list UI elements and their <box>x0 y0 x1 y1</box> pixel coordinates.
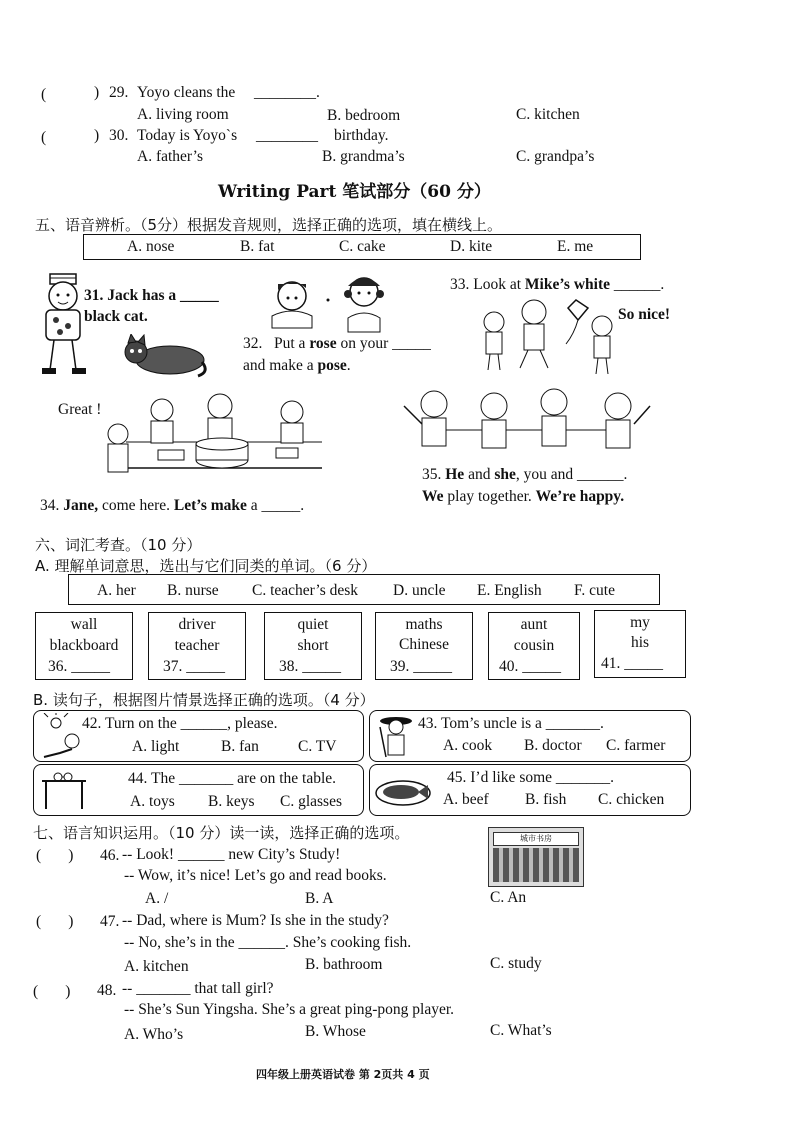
q47-option-c[interactable]: C. study <box>490 955 542 972</box>
word-box-36-w2: blackboard <box>49 637 119 654</box>
s6-option-c: C. teacher’s desk <box>252 582 359 599</box>
q32-line1: 32. Put a rose on your _____ <box>243 335 431 352</box>
word-box-36-w1: wall <box>70 616 98 633</box>
q42-option-a[interactable]: A. light <box>132 738 180 755</box>
word-box-36-answer[interactable]: 36. _____ <box>48 658 110 675</box>
light-switch-icon <box>38 713 84 759</box>
q43-option-a[interactable]: A. cook <box>443 737 493 754</box>
q29-option-a[interactable]: A. living room <box>137 106 229 123</box>
q29-paren-open: ( <box>41 86 47 103</box>
q48-option-a[interactable]: A. Who’s <box>124 1026 184 1043</box>
q43-stem: 43. Tom’s uncle is a _______. <box>418 715 604 732</box>
s6-option-b: B. nurse <box>167 582 219 599</box>
s5-option-d: D. kite <box>450 238 493 255</box>
s5-option-e: E. me <box>557 238 594 255</box>
s6-option-e: E. English <box>477 582 542 599</box>
word-box-39 <box>375 612 473 680</box>
great-text: Great ! <box>58 401 102 418</box>
q46-line2: -- Wow, it’s nice! Let’s go and read books. <box>124 867 387 884</box>
q44-option-b[interactable]: B. keys <box>208 793 255 810</box>
word-box-36 <box>35 612 133 680</box>
cake-making-illustration <box>96 392 328 488</box>
word-box-37-w2: teacher <box>174 637 220 654</box>
section6-heading: 六、词汇考查。（10 分） <box>35 536 202 554</box>
kite-kids-illustration <box>474 294 616 380</box>
q44-option-a[interactable]: A. toys <box>130 793 175 810</box>
q30-paren-open: ( <box>41 129 47 146</box>
q48-option-c[interactable]: C. What’s <box>490 1022 552 1039</box>
q45-option-b[interactable]: B. fish <box>525 791 567 808</box>
word-box-37-answer[interactable]: 37. _____ <box>163 658 225 675</box>
s5-option-b: B. fat <box>240 238 275 255</box>
q47-paren: ( ) <box>36 913 74 930</box>
holding-hands-illustration <box>398 388 656 466</box>
q29-paren-close: ) <box>94 84 100 101</box>
q48-number: 48. <box>97 982 117 999</box>
q43-option-b[interactable]: B. doctor <box>524 737 582 754</box>
section6-partA: A. 理解单词意思，选出与它们同类的单词。（6 分） <box>35 557 377 575</box>
q44-box <box>33 764 364 816</box>
q46-number: 46. <box>100 847 120 864</box>
s5-option-c: C. cake <box>339 238 386 255</box>
writing-part-title: Writing Part 笔试部分（60 分） <box>218 182 491 202</box>
city-study-sign: 城市书房 <box>493 832 579 846</box>
q48-option-b[interactable]: B. Whose <box>305 1023 366 1040</box>
q45-stem: 45. I’d like some _______. <box>447 769 615 786</box>
fish-plate-icon <box>374 775 432 807</box>
q47-option-a[interactable]: A. kitchen <box>124 958 189 975</box>
s5-option-a: A. nose <box>127 238 175 255</box>
q42-option-b[interactable]: B. fan <box>221 738 259 755</box>
s6-option-a: A. her <box>97 582 136 599</box>
word-box-40-answer[interactable]: 40. _____ <box>499 658 561 675</box>
q46-option-a[interactable]: A. / <box>145 890 169 907</box>
q43-box <box>369 710 691 762</box>
q30-paren-close: ) <box>94 127 100 144</box>
word-box-37-w1: driver <box>178 616 216 633</box>
q42-box <box>33 710 364 762</box>
q47-line1: -- Dad, where is Mum? Is she in the study? <box>122 912 389 929</box>
q31-line2: black cat. <box>84 308 148 325</box>
word-box-41 <box>594 610 686 678</box>
q35-line2: We play together. We’re happy. <box>422 488 625 505</box>
q30-option-a[interactable]: A. father’s <box>137 148 203 165</box>
q30-tail: birthday. <box>334 127 389 144</box>
q47-option-b[interactable]: B. bathroom <box>305 956 383 973</box>
q34-text: 34. Jane, come here. Let’s make a _____. <box>40 497 305 514</box>
q46-line1: -- Look! ______ new City’s Study! <box>122 846 341 863</box>
q29-number: 29. <box>109 84 129 101</box>
table-glasses-icon <box>40 769 88 811</box>
q48-line2: -- She’s Sun Yingsha. She’s a great ping-pong player. <box>124 1001 455 1018</box>
word-box-37 <box>148 612 246 680</box>
q48-line1: -- _______ that tall girl? <box>122 980 274 997</box>
section5-options-box <box>83 234 641 260</box>
word-box-40-w2: cousin <box>513 637 555 654</box>
q33-exclaim: So nice! <box>618 306 671 323</box>
s6-option-f: F. cute <box>574 582 615 599</box>
word-box-41-w1: my <box>630 614 650 631</box>
q30-option-c[interactable]: C. grandpa’s <box>516 148 595 165</box>
section5-heading: 五、语音辨析。（5分）根据发音规则，选择正确的选项，填在横线上。 <box>35 216 503 234</box>
q43-option-c[interactable]: C. farmer <box>606 737 666 754</box>
q44-option-c[interactable]: C. glasses <box>280 793 342 810</box>
word-box-39-answer[interactable]: 39. _____ <box>390 658 452 675</box>
q33-text: 33. Look at Mike’s white ______. <box>450 276 665 293</box>
word-box-38-w1: quiet <box>297 616 329 633</box>
q30-blank: ________ <box>256 127 318 144</box>
q29-option-b[interactable]: B. bedroom <box>327 107 401 124</box>
q35-line1: 35. He and she, you and ______. <box>422 466 628 483</box>
cat-illustration <box>118 334 210 380</box>
word-box-41-w2: his <box>630 634 650 651</box>
q29-option-c[interactable]: C. kitchen <box>516 106 580 123</box>
s6-option-d: D. uncle <box>393 582 446 599</box>
q45-box <box>369 764 691 816</box>
q48-paren: ( ) <box>33 983 71 1000</box>
section7-heading: 七、语言知识运用。（10 分）读一读，选择正确的选项。 <box>33 824 410 842</box>
q47-line2: -- No, she’s in the ______. She’s cooking fish. <box>124 934 412 951</box>
q45-option-c[interactable]: C. chicken <box>598 791 665 808</box>
q31-line1: 31. Jack has a _____ <box>84 287 219 304</box>
section6-partB: B. 读句子，根据图片情景选择正确的选项。（4 分） <box>33 691 375 709</box>
word-box-41-answer[interactable]: 41. _____ <box>601 655 663 672</box>
q45-option-a[interactable]: A. beef <box>443 791 489 808</box>
q32-line2: and make a pose. <box>243 357 351 374</box>
q42-option-c[interactable]: C. TV <box>298 738 337 755</box>
city-study-photo <box>488 827 584 887</box>
word-box-39-w1: maths <box>405 616 443 633</box>
q29-stem: Yoyo cleans the <box>137 84 236 101</box>
word-box-38 <box>264 612 362 680</box>
word-box-38-answer[interactable]: 38. _____ <box>279 658 341 675</box>
q46-paren: ( ) <box>36 847 74 864</box>
farmer-icon <box>376 713 416 759</box>
q30-stem: Today is Yoyo`s <box>137 127 238 144</box>
page-footer: 四年级上册英语试卷 第 2页共 4 页 <box>256 1068 430 1081</box>
q44-stem: 44. The _______ are on the table. <box>128 770 337 787</box>
q46-option-b[interactable]: B. A <box>305 890 334 907</box>
kids-rose-illustration <box>268 270 394 334</box>
q30-number: 30. <box>109 127 129 144</box>
word-box-38-w2: short <box>297 637 329 654</box>
q29-blank: ________. <box>254 84 320 101</box>
word-box-40 <box>488 612 580 680</box>
q46-option-c[interactable]: C. An <box>490 889 527 906</box>
word-box-39-w2: Chinese <box>399 636 449 653</box>
q47-number: 47. <box>100 913 120 930</box>
q42-stem: 42. Turn on the ______, please. <box>82 715 278 732</box>
q30-option-b[interactable]: B. grandma’s <box>322 148 405 165</box>
section6-options-box <box>68 574 660 605</box>
word-box-40-w1: aunt <box>520 616 548 633</box>
